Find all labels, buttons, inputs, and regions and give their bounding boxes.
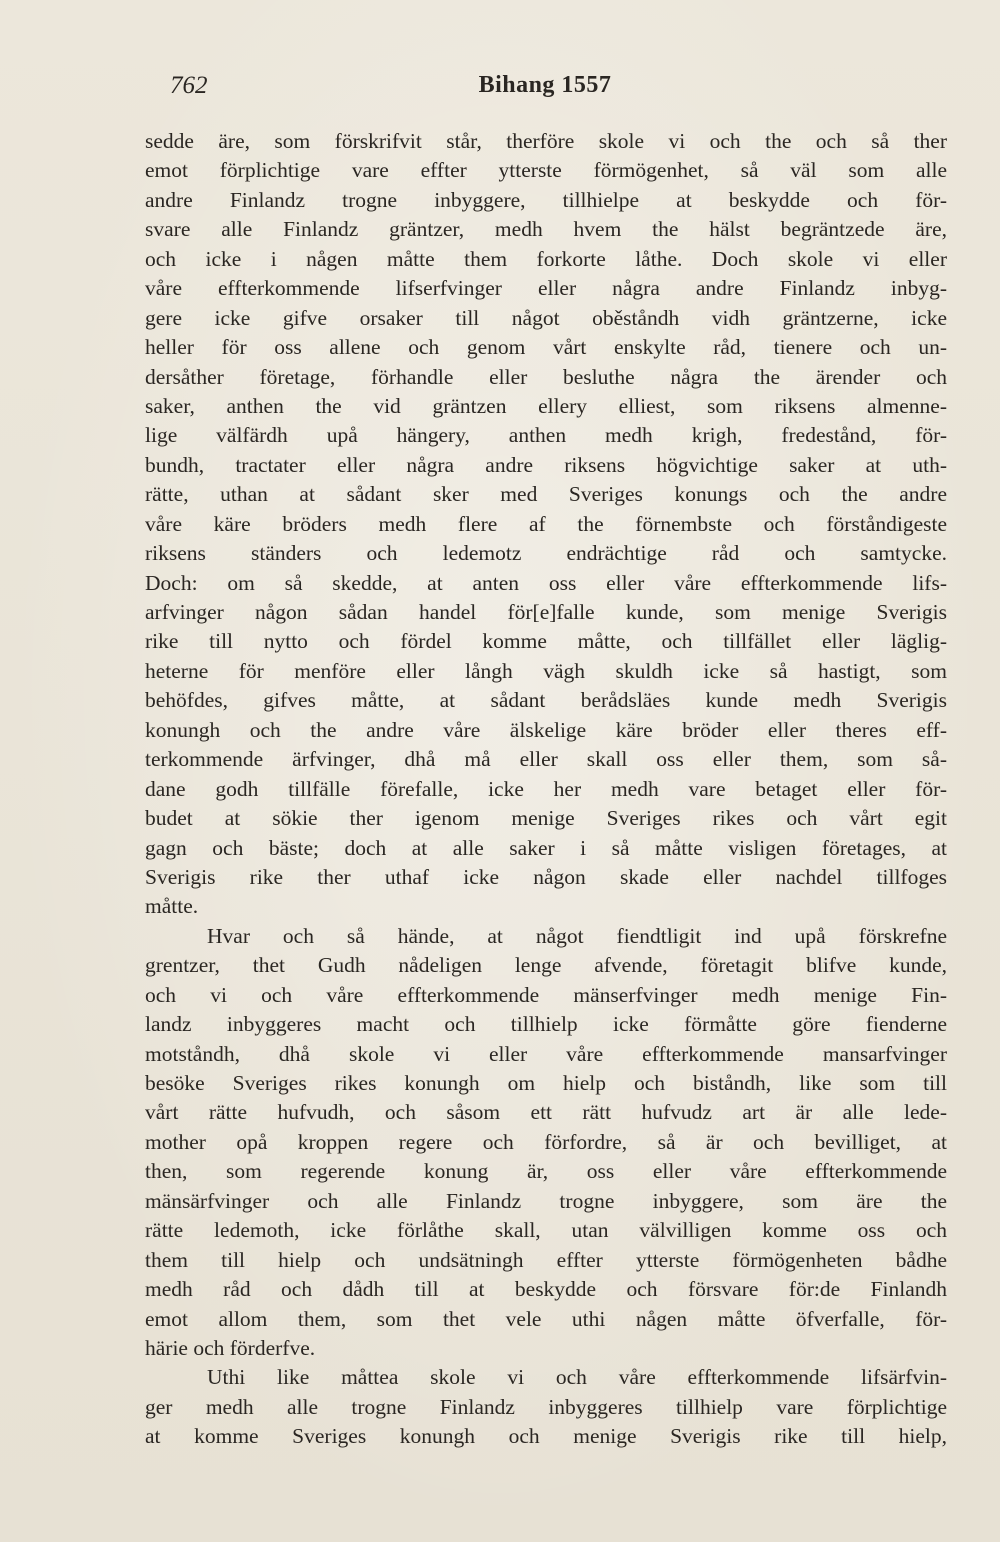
text-line: gagn och bäste; doch at alle saker i så måtte visligen företages, at [145,835,947,860]
text-line: landz inbyggeres macht och tillhielp icke förmåtte göre fienderne [145,1012,947,1037]
text-line: sedde äre, som förskrifvit står, therföre skole vi och the och så ther [145,129,947,153]
text-line: rätte ledemoth, icke förlåthe skall, utan välvilligen komme oss och [145,1218,947,1243]
text-line: måtte. [145,894,199,919]
text-line: Doch: om så skedde, at anten oss eller våre effterkommende lifs- [145,570,947,595]
text-line: terkommende ärfvinger, dhå må eller skall oss eller them, som så- [145,747,947,772]
text-line: lige välfärdh upå hängery, anthen medh krigh, fredestånd, för- [145,423,947,448]
text-line: behöfdes, gifves måtte, at sådant berådsläes kunde medh Sverigis [145,688,947,713]
text-line: emot allom them, som thet vele uthi någen måtte öfverfalle, för- [145,1306,947,1331]
text-line: rätte, uthan at sådant sker med Sveriges konungs och the andre [145,482,947,507]
text-line: heller för oss allene och genom vårt enskylte råd, tienere och un- [145,335,947,360]
text-line: heterne för menföre eller långh vägh skuldh icke så hastigt, som [145,658,947,683]
text-line: andre Finlandz trogne inbyggere, tillhielpe at beskydde och för- [145,187,947,212]
text-line: dane godh tillfälle förefalle, icke her medh vare betaget eller för- [145,776,947,801]
text-line: och icke i någen måtte them forkorte låthe. Doch skole vi eller [145,246,947,271]
text-line: vårt rätte hufvudh, och såsom ett rätt hufvudz art är alle lede- [145,1100,947,1125]
text-line: budet at sökie ther igenom menige Sveriges rikes och vårt egit [145,806,947,831]
text-line: Sverigis rike ther uthaf icke någon skade eller nachdel tillfoges [145,864,947,889]
text-line: svare alle Finlandz gräntzer, medh hvem the hälst begräntzede äre, [145,217,947,242]
text-line: Uthi like måttea skole vi och våre effterkommende lifsärfvin- [207,1365,947,1390]
text-line: grentzer, thet Gudh nådeligen lenge afvende, företagit blifve kunde, [145,953,947,978]
text-line: härie och förderfve. [145,1335,316,1360]
text-line: arfvinger någon sådan handel för[e]falle kunde, som menige Sverigis [145,600,947,624]
text-line: ger medh alle trogne Finlandz inbyggeres tillhielp vare förplichtige [145,1394,947,1419]
text-line: rike till nytto och fördel komme måtte, och tillfället eller läglig- [145,629,947,654]
page-number: 762 [170,72,208,99]
running-title: Bihang 1557 [478,72,612,98]
text-line: them till hielp och undsätningh effter ytterste förmögenheten bådhe [145,1247,947,1272]
text-line: våre effterkommende lifserfvinger eller några andre Finlandz inbyg- [145,276,947,301]
text-line: then, som regerende konung är, oss eller våre effterkommende [145,1159,947,1184]
text-line: mother opå kroppen regere och förfordre, så är och bevilliget, at [145,1129,947,1154]
text-line: mänsärfvinger och alle Finlandz trogne inbyggere, som äre the [145,1188,947,1213]
text-line: våre käre bröders medh flere af the förnembste och förståndigeste [145,511,947,536]
text-line: gere icke gifve orsaker till något oběståndh vidh gräntzerne, icke [145,305,947,330]
text-line: motståndh, dhå skole vi eller våre effterkommende mansarfvinger [145,1041,947,1066]
text-line: emot förplichtige vare effter ytterste förmögenhet, så väl som alle [145,158,947,183]
text-line: medh råd och dådh till at beskydde och försvare för:de Finlandh [145,1277,947,1302]
body-text [145,127,947,1452]
text-line: och vi och våre effterkommende mänserfvinger medh menige Fin- [145,982,947,1007]
text-line: konungh och the andre våre älskelige käre bröder eller theres eff- [145,717,947,742]
text-line: Hvar och så hände, at något fiendtligit ind upå förskrefne [207,923,947,948]
text-line: saker, anthen the vid gräntzen ellery elliest, som riksens almenne- [145,393,947,418]
text-line: bundh, tractater eller några andre riksens högvichtige saker at uth- [145,452,947,477]
text-line: at komme Sveriges konungh och menige Sverigis rike till hielp, [145,1424,947,1449]
running-head [145,72,945,108]
text-line: besöke Sveriges rikes konungh om hielp och biståndh, like som till [145,1071,947,1095]
text-line: riksens ständers och ledemotz endrächtige råd och samtycke. [145,541,947,566]
text-line: dersåther företage, förhandle eller besluthe några the ärender och [145,364,947,389]
